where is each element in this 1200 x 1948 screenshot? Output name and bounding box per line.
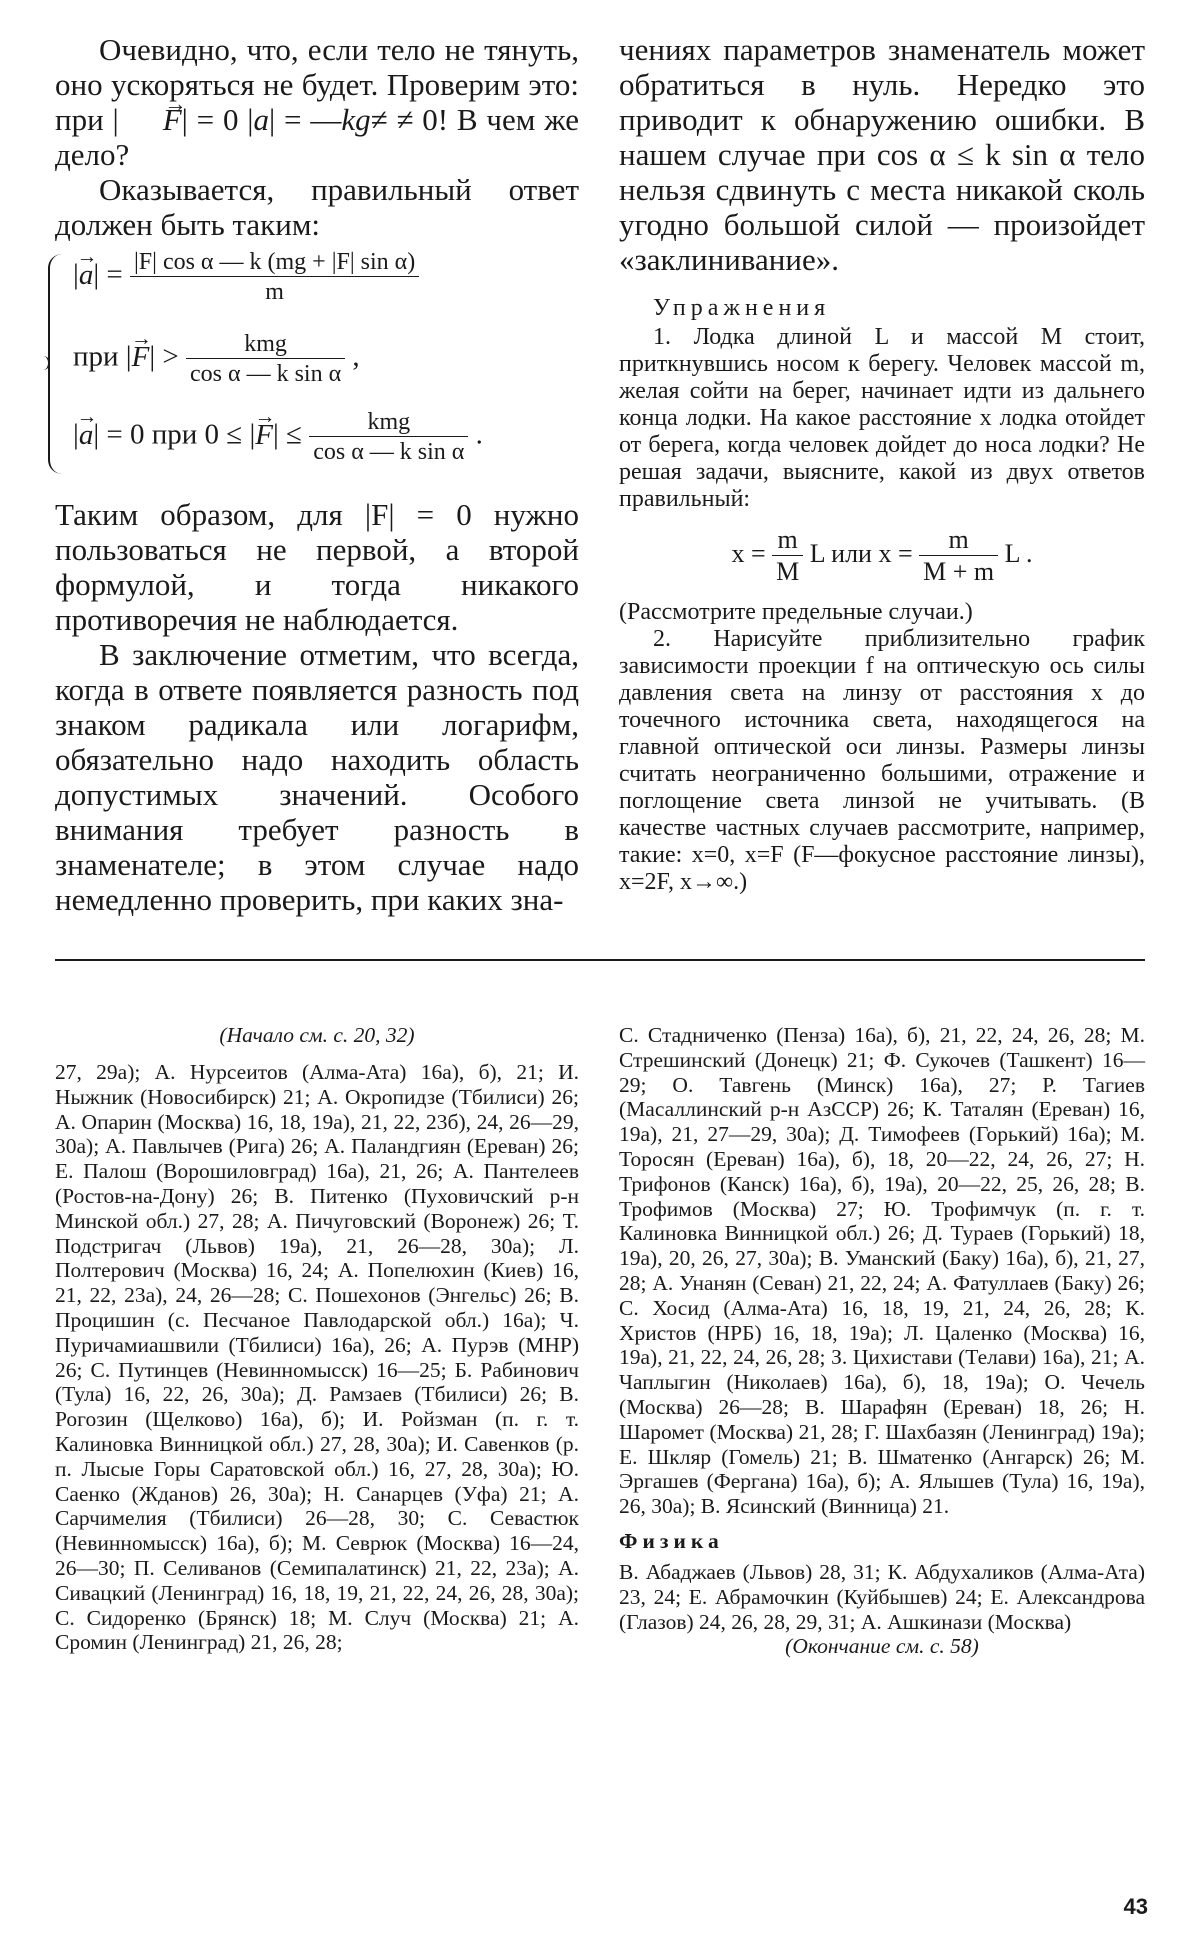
formula-row-2: при |→ F| > $\frac{\text{kmg}}{\text{cos α — k sin α}}$ , [73, 332, 360, 386]
left-top-column [55, 32, 579, 917]
exercise-1-formula: x = $\frac{m}{M}$ L или x = $\frac{m}{M + m}$ L . [731, 525, 1033, 586]
physics-heading: Физика [619, 1528, 724, 1553]
exercises-heading: Упражнения [653, 295, 831, 321]
continued-paragraph: чениях параметров знаменатель может обратиться в нуль. Нередко это приводит к обнаружению ошибки. В нашем случае при cos α ≤ k sin α тело нельзя сдвинуть с места никакой сколь угодно большой силой — произойдет «заклинивание». [619, 32, 1145, 277]
paragraph-3: Таким образом, для |F| = 0 нужно пользоваться не первой, а второй формулой, и тогда никакого противоречия не наблюдается. [55, 497, 579, 637]
exercise-2: 2. Нарисуйте приблизительно график зависимости проекции f на оптическую ось силы давления света на линзу от расстояния x до точечного источника света, находящегося на главной оптической оси линзы. Размеры линзы считать неограниченно большими, отражение и поглощение света линзой не учитывать. (В качестве частных случаев рассмотрите, например, такие: x=0, x=F (F—фокусное расстояние линзы), x=2F, x→∞.) [619, 626, 1145, 895]
section-divider [55, 959, 1145, 961]
continued-from-note: (Начало см. с. 20, 32) [219, 1023, 415, 1047]
paragraph-4: В заключение отметим, что всегда, когда в ответе появляется разность под знаком радикала или логарифм, обязательно надо находить область допустимых значений. Особого внимания требует разность в знаменателе; в этом случае надо немедленно проверить, при каких зна- [55, 637, 579, 917]
paragraph-2: Оказывается, правильный ответ должен быть таким: [55, 172, 579, 242]
solvers-list-right: С. Стадниченко (Пенза) 16а), б), 21, 22, 24, 26, 28; М. Стрешинский (Донецк) 21; Ф. Сукочев (Ташкент) 16—29; О. Тавгень (Минск) 16а), 27; Р. Тагиев (Масаллинский р-н АзССР) 26; К. Таталян (Ереван) 16, 19а), 21, 27—29, 30а); Д. Тимофеев (Горький) 16а); М. Торосян (Ереван) 16а), б), 18, 20—22, 24, 26, 27; Н. Трифонов (Канск) 16а), б), 19а), 20—22, 25, 26, 28; В. Трофимов (Москва) 27; Ю. Трофимчук (п. г. т. Калиновка Винницкой обл.) 26; Д. Тураев (Горький) 18, 19а), 20, 26, 27, 30а); В. Уманский (Баку) 16а), б), 21, 27, 28; А. Унанян (Севан) 21, 22, 24; А. Фатуллаев (Баку) 26; С. Хосид (Алма-Ата) 16, 18, 19, 21, 24, 26, 28; К. Христов (НРБ) 16, 18, 19а); Л. Цаленко (Москва) 16, 19а), 21, 22, 24, 26, 28; З. Цихистави (Телави) 16а), 21; А. Чаплыгин (Николаев) 16а), б), 18, 19а); О. Чечель (Москва) 26—28; В. Шарафян (Ереван) 18, 26; Н. Шаромет (Москва) 21, 28; Г. Шахбазян (Ленинград) 19а); Е. Шкляр (Гомель) 21; В. Шматенко (Ангарск) 26; М. Эргашев (Фергана) 16а), б); А. Ялышев (Тула) 16, 19а), 26, 30а); В. Ясинский (Винница) 21. [619, 1023, 1145, 1519]
exercise-1: 1. Лодка длиной L и массой M стоит, приткнувшись носом к берегу. Человек массой m, желая сойти на берег, начинает идти из дальнего конца лодки. На какое расстояние x лодка отойдет от берега, когда человек дойдет до носа лодки? Не решая задачи, выясните, какой из двух ответов правильный: [619, 324, 1145, 512]
piecewise-formula [55, 250, 579, 475]
bottom-left-column [55, 1023, 579, 1655]
formula-row-1: |→ a| = $\frac{\text{|F| cos α — k (mg + |F| sin α)}}{m}$ [73, 250, 419, 304]
physics-list: В. Абаджаев (Львов) 28, 31; К. Абдухаликов (Алма-Ата) 23, 24; Е. Абрамочкин (Куйбышев) 24; Е. Александрова (Глазов) 24, 26, 28, 29, 31; А. Ашкинази (Москва) [619, 1559, 1145, 1634]
solvers-list-left: 27, 29а); А. Нурсеитов (Алма-Ата) 16а), б), 21; И. Ныжник (Новосибирск) 21; А. Окропидзе (Тбилиси) 26; А. Опарин (Москва) 16, 18, 19а), 21, 22, 23б), 24, 26—29, 30а); А. Павлычев (Рига) 26; А. Паландгиян (Ереван) 26; Е. Палош (Ворошиловград) 16а), 21, 26; А. Пантелеев (Ростов-на-Дону) 26; В. Питенко (Пуховичский р-н Минской обл.) 27, 28; А. Пичуговский (Воронеж) 26; Т. Подстригач (Львов) 19а), 21, 26—28, 30а); Л. Полтерович (Москва) 16, 24; А. Попелюхин (Киев) 16, 21, 22, 23а), 24, 26—28; С. Пошехонов (Энгельс) 26; В. Процишин (с. Песчаное Павлодарской обл.) 16а); Ч. Пуричамиашвили (Тбилиси) 16а), 26; А. Пурэв (МНР) 26; С. Путинцев (Невинномысск) 16—25; Б. Рабинович (Тула) 16, 22, 26, 30а); Д. Рамзаев (Тбилиси) 26; В. Рогозин (Щелково) 16а), б); И. Ройзман (п. г. т. Калиновка Винницкой обл.) 27, 28, 30а); И. Савенков (р. п. Лысые Горы Саратовской обл.) 16, 27, 28, 30а); Ю. Саенко (Жданов) 26, 30а); Н. Санарцев (Уфа) 21; А. Сарчимелия (Тбилиси) 26—28, 30; С. Севастюк (Невинномысск) 16а), б); М. Севрюк (Москва) 16—24, 26—30; П. Селиванов (Семипалатинск) 21, 22, 23а); А. Сивацкий (Ленинград) 16, 18, 19, 21, 22, 24, 26, 28, 30а); С. Сидоренко (Брянск) 18; М. Случ (Москва) 21; А. Сромин (Ленинград) 21, 26, 28; [55, 1060, 579, 1655]
page-number: 43 [1123, 1894, 1148, 1919]
paragraph-1: Очевидно, что, если тело не тянуть, оно ускоряться не будет. Проверим это: при |→ F| = 0 |a| = —kg≠ ≠ 0! В чем же дело? [55, 32, 579, 172]
right-top-column [619, 32, 1145, 896]
formula-row-3: |→ a| = 0 при 0 ≤ |→ F| ≤ $\frac{\text{kmg}}{\text{cos α — k sin α}}$ . [73, 410, 483, 464]
brace-symbol [48, 254, 66, 474]
continued-on-note: (Окончание см. с. 58) [785, 1634, 979, 1659]
bottom-right-column [619, 1023, 1145, 1659]
exercise-1-note: (Рассмотрите предельные случаи.) [619, 599, 973, 625]
